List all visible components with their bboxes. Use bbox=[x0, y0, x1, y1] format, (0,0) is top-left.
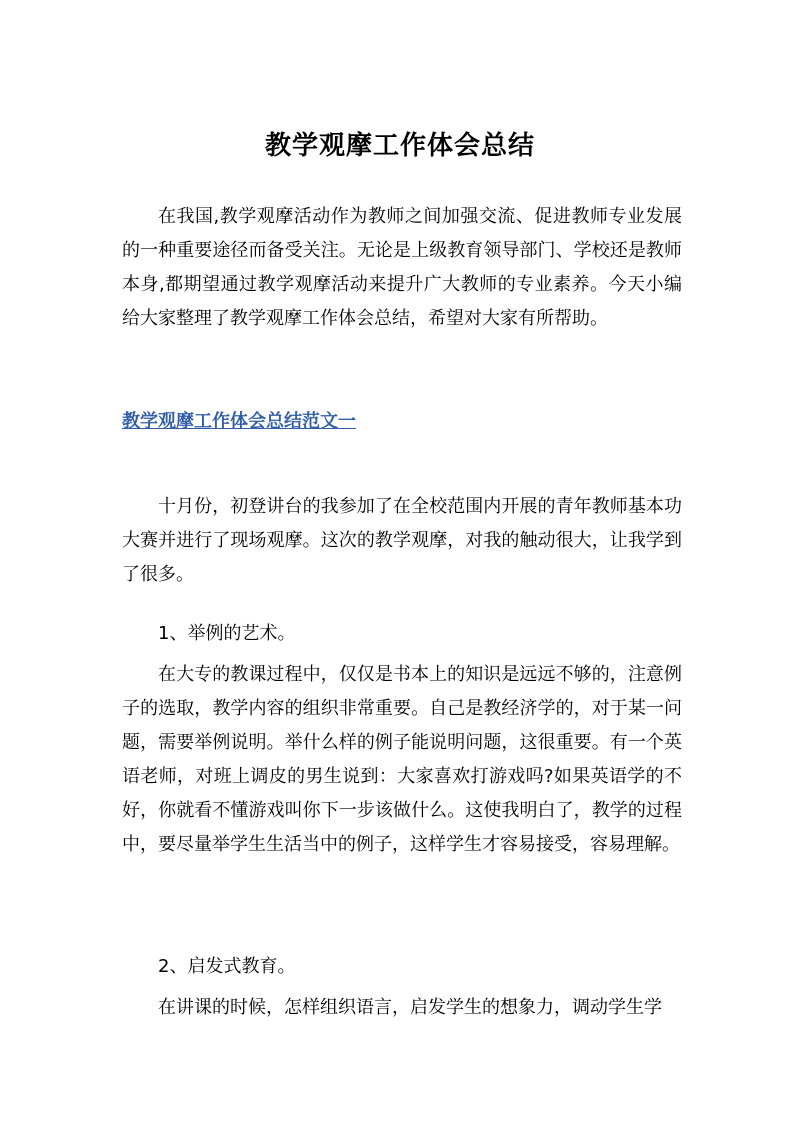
body-paragraph: 在讲课的时候，怎样组织语言，启发学生的想象力，调动学生学 bbox=[158, 997, 662, 1018]
intro-paragraph: 在我国,教学观摩活动作为教师之间加强交流、促进教师专业发展的一种重要途径而备受关注。无论是上级教育领导部门、学校还是教师本身,都期望通过教学观摩活动来提升广大教师的专业素养。今天小编给大家整理了教学观摩工作体会总结，希望对大家有所帮助。 bbox=[122, 206, 682, 329]
list-item-heading: 2、启发式教育。 bbox=[158, 956, 296, 977]
list-item-heading: 1、举例的艺术。 bbox=[158, 623, 296, 644]
document-title: 教学观摩工作体会总结 bbox=[264, 131, 535, 161]
sample-heading-link[interactable]: 教学观摩工作体会总结范文一 bbox=[122, 411, 356, 432]
body-paragraph: 十月份，初登讲台的我参加了在全校范围内开展的青年教师基本功大赛并进行了现场观摩。这次的教学观摩，对我的触动很大，让我学到了很多。 bbox=[122, 496, 682, 585]
body-paragraph: 在大专的教课过程中，仅仅是书本上的知识是远远不够的，注意例子的选取，教学内容的组织非常重要。自己是教经济学的，对于某一问题，需要举例说明。举什么样的例子能说明问题，这很重要。有一个英语老师，对班上调皮的男生说到：大家喜欢打游戏吗?如果英语学的不好，你就看不懂游戏叫你下一步该做什么。这使我明白了，教学的过程中，要尽量举学生生活当中的例子，这样学生才容易接受，容易理解。 bbox=[122, 664, 682, 855]
